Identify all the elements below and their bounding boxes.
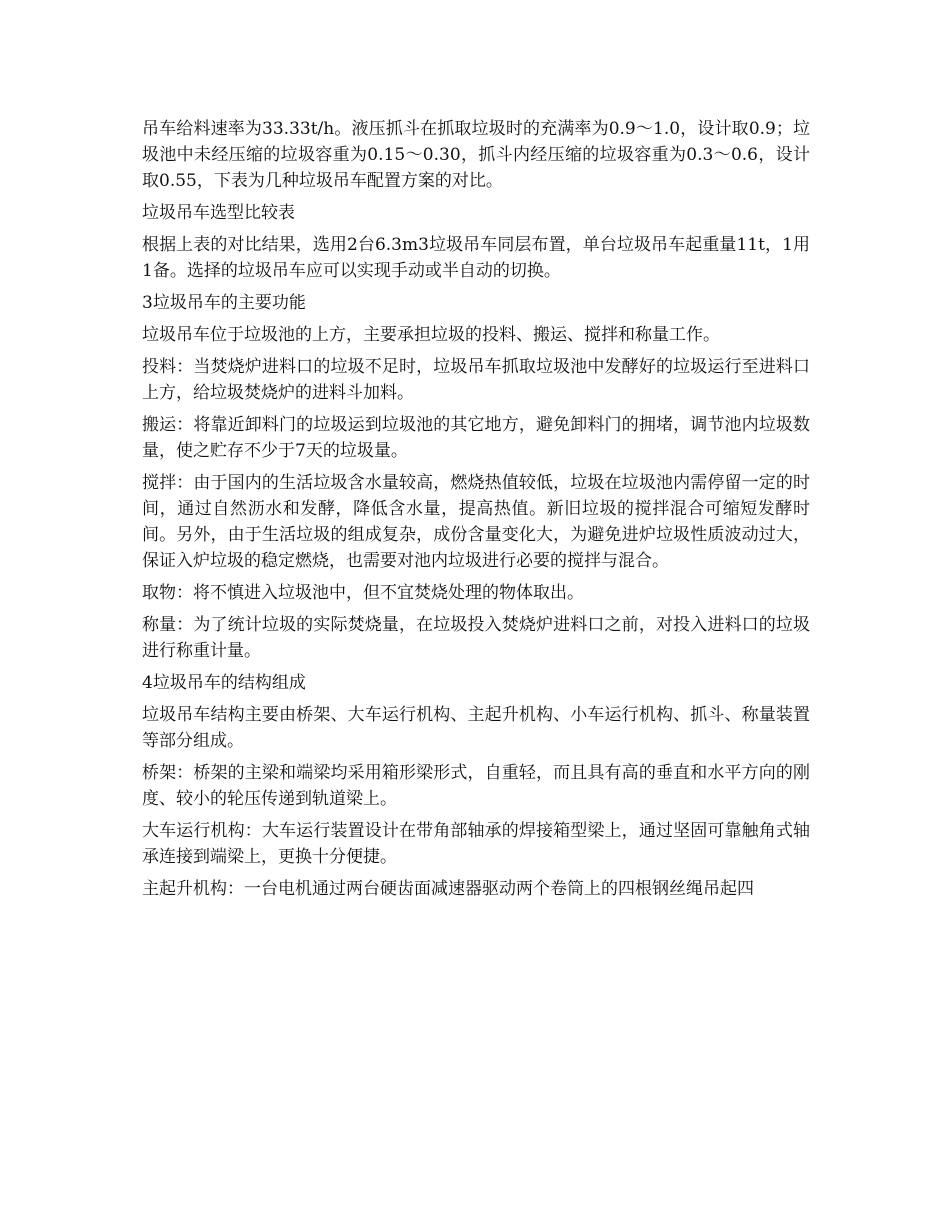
paragraph-functions-intro: 垃圾吊车位于垃圾池的上方，主要承担垃圾的投料、搬运、搅拌和称量工作。	[142, 325, 720, 345]
paragraph-weighing: 称量：为了统计垃圾的实际焚烧量，在垃圾投入焚烧炉进料口之前，对投入进料口的垃圾进行称重计量。	[142, 615, 810, 661]
document-page	[142, 116, 810, 902]
section-heading-structure: 4垃圾吊车的结构组成	[142, 673, 306, 693]
paragraph-mixing: 搅拌：由于国内的生活垃圾含水量较高，燃烧热值较低，垃圾在垃圾池内需停留一定的时间，通过自然沥水和发酵，降低含水量，提高热值。新旧垃圾的搅拌混合可缩短发酵时间。另外，由于生活垃圾的组成复杂，成份含量变化大，为避免进炉垃圾性质波动过大，保证入炉垃圾的稳定燃烧，也需要对池内垃圾进行必要的搅拌与混合。	[142, 473, 810, 571]
section-heading-functions: 3垃圾吊车的主要功能	[142, 293, 306, 313]
paragraph-retrieval: 取物：将不慎进入垃圾池中，但不宜焚烧处理的物体取出。	[142, 583, 584, 603]
paragraph-selection-result: 根据上表的对比结果，选用2台6.3m3垃圾吊车同层布置，单台垃圾吊车起重量11t，1用1备。选择的垃圾吊车应可以实现手动或半自动的切换。	[142, 235, 810, 281]
paragraph-structure-intro: 垃圾吊车结构主要由桥架、大车运行机构、主起升机构、小车运行机构、抓斗、称量装置等部分组成。	[142, 705, 810, 751]
paragraph-hoist-mechanism: 主起升机构：一台电机通过两台硬齿面减速器驱动两个卷筒上的四根钢丝绳吊起四	[142, 879, 754, 899]
paragraph-transport: 搬运：将靠近卸料门的垃圾运到垃圾池的其它地方，避免卸料门的拥堵，调节池内垃圾数量，使之贮存不少于7天的垃圾量。	[142, 415, 810, 461]
paragraph-travel-mechanism: 大车运行机构：大车运行装置设计在带角部轴承的焊接箱型梁上，通过坚固可靠触角式轴承连接到端梁上，更换十分便捷。	[142, 821, 810, 867]
paragraph-feed-rate: 吊车给料速率为33.33t/h。液压抓斗在抓取垃圾时的充满率为0.9～1.0，设计取0.9；垃圾池中未经压缩的垃圾容重为0.15～0.30，抓斗内经压缩的垃圾容重为0.3～0.6，设计取0.55，下表为几种垃圾吊车配置方案的对比。	[142, 119, 810, 191]
paragraph-bridge: 桥架：桥架的主梁和端梁均采用箱形梁形式，自重轻，而且具有高的垂直和水平方向的刚度、较小的轮压传递到轨道梁上。	[142, 763, 810, 809]
paragraph-feeding: 投料：当焚烧炉进料口的垃圾不足时，垃圾吊车抓取垃圾池中发酵好的垃圾运行至进料口上方，给垃圾焚烧炉的进料斗加料。	[142, 357, 810, 403]
table-caption: 垃圾吊车选型比较表	[142, 203, 295, 223]
